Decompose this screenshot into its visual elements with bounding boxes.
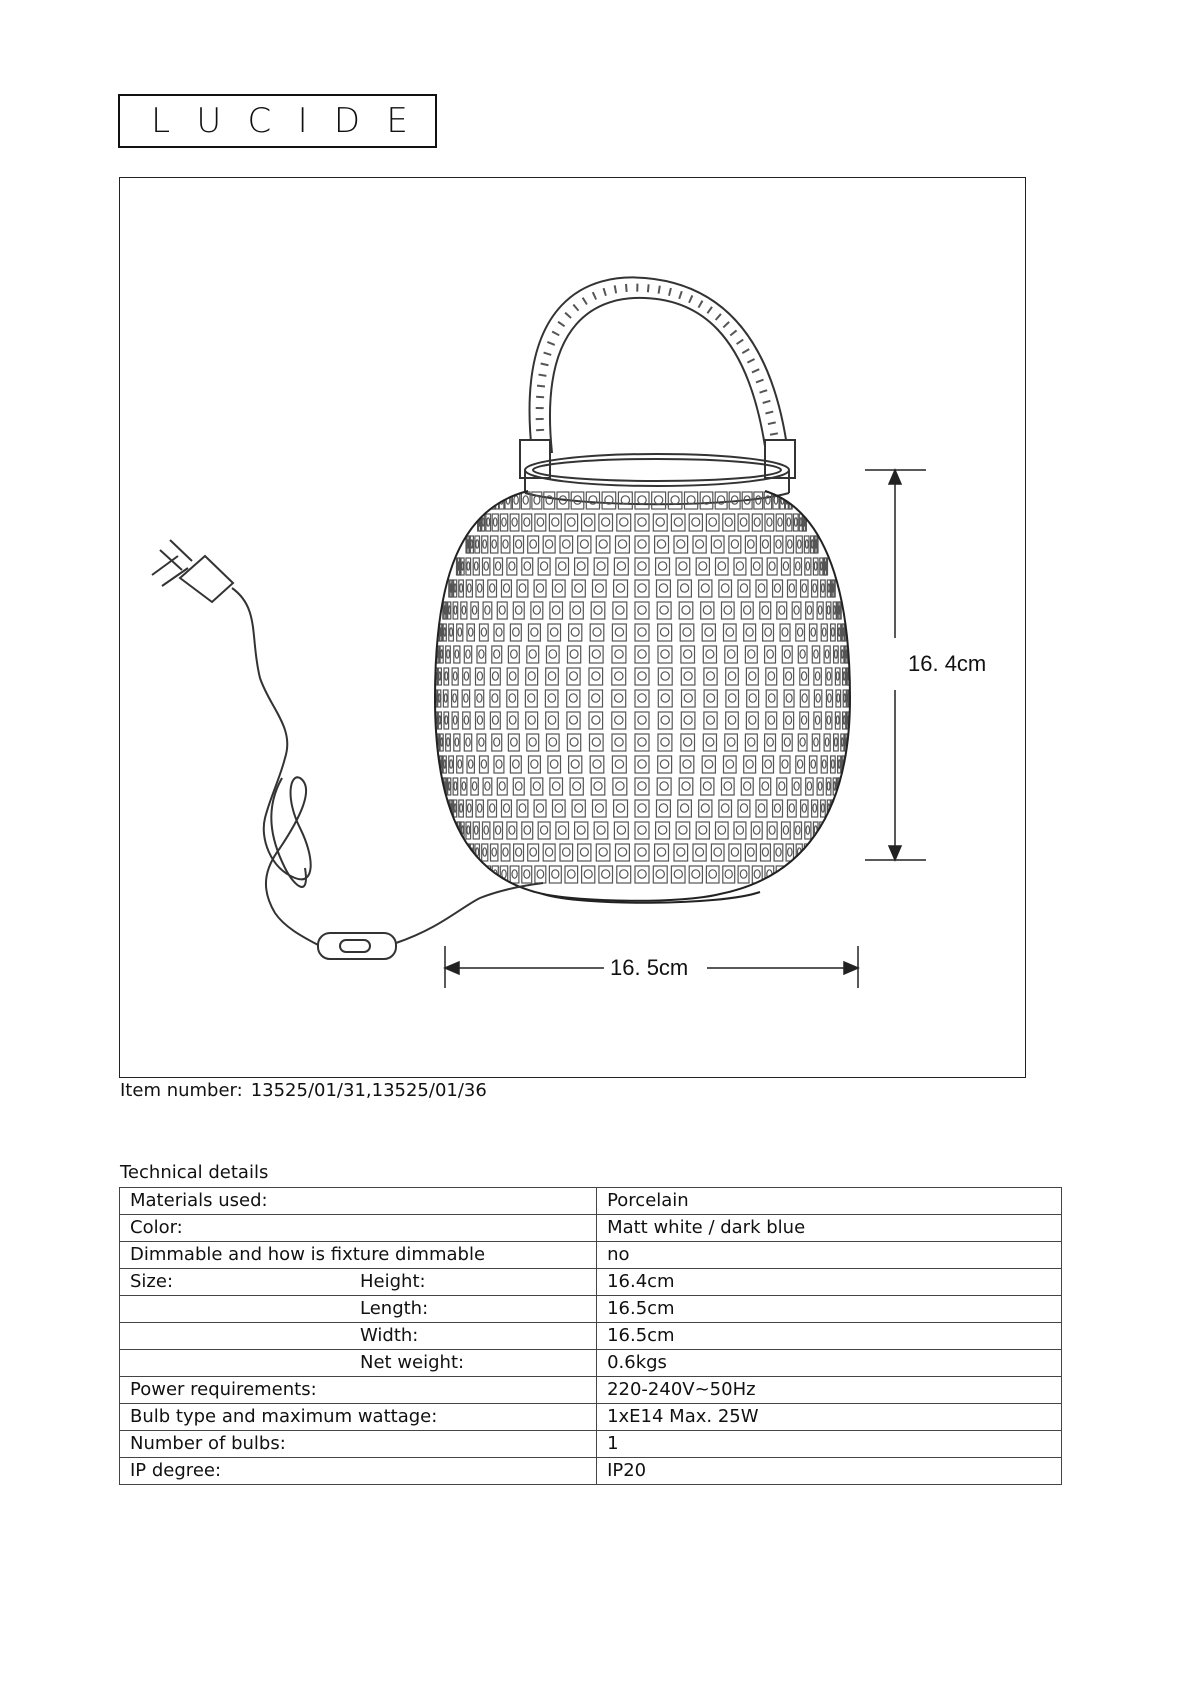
height-dimension-label: 16. 4cm [902,651,992,677]
spec-value: 220-240V~50Hz [597,1377,1062,1404]
spec-value: 0.6kgs [597,1350,1062,1377]
spec-label: Power requirements: [130,1379,317,1400]
logo-letter: U [196,101,222,141]
item-number-value: 13525/01/31,13525/01/36 [250,1080,487,1101]
spec-value: IP20 [597,1458,1062,1485]
spec-value: 1 [597,1431,1062,1458]
table-row [120,1377,1062,1404]
item-number-label: Item number: [120,1080,243,1101]
spec-label: Bulb type and maximum wattage: [130,1406,438,1427]
logo-letter: I [297,101,308,141]
table-row [120,1431,1062,1458]
table-row [120,1404,1062,1431]
spec-value: no [597,1242,1062,1269]
table-row [120,1269,1062,1296]
table-row [120,1215,1062,1242]
lamp-body [433,491,852,903]
spec-label: Materials used: [130,1190,268,1211]
spec-sub-label: Net weight: [360,1352,465,1373]
product-drawing-frame [119,177,1026,1078]
power-cord [152,540,543,959]
table-row [120,1188,1062,1215]
logo-letter: E [386,101,408,141]
table-row [120,1458,1062,1485]
spec-value: Matt white / dark blue [597,1215,1062,1242]
technical-details-table [119,1187,1062,1485]
spec-label: Dimmable and how is fixture dimmable [130,1244,486,1265]
rope-handle [520,277,795,478]
table-row [120,1323,1062,1350]
spec-value: 1xE14 Max. 25W [597,1404,1062,1431]
table-row [120,1242,1062,1269]
spec-value: 16.5cm [597,1323,1062,1350]
spec-sub-label: Width: [360,1325,419,1346]
width-dimension-label: 16. 5cm [604,955,694,981]
spec-sub-label: Length: [360,1298,429,1319]
spec-label: Size: [130,1271,174,1292]
technical-details-title: Technical details [120,1162,269,1183]
spec-label: IP degree: [130,1460,222,1481]
spec-value: Porcelain [597,1188,1062,1215]
table-row [120,1350,1062,1377]
logo-letter: L [151,101,171,141]
spec-sub-label: Height: [360,1271,426,1292]
logo-letter: C [247,101,272,141]
item-number [120,1080,487,1101]
logo-letter: D [333,101,361,141]
brand-logo [118,94,437,148]
spec-label: Number of bulbs: [130,1433,286,1454]
spec-label: Color: [130,1217,183,1238]
lamp-drawing [120,178,1027,1079]
spec-value: 16.5cm [597,1296,1062,1323]
table-row [120,1296,1062,1323]
spec-value: 16.4cm [597,1269,1062,1296]
